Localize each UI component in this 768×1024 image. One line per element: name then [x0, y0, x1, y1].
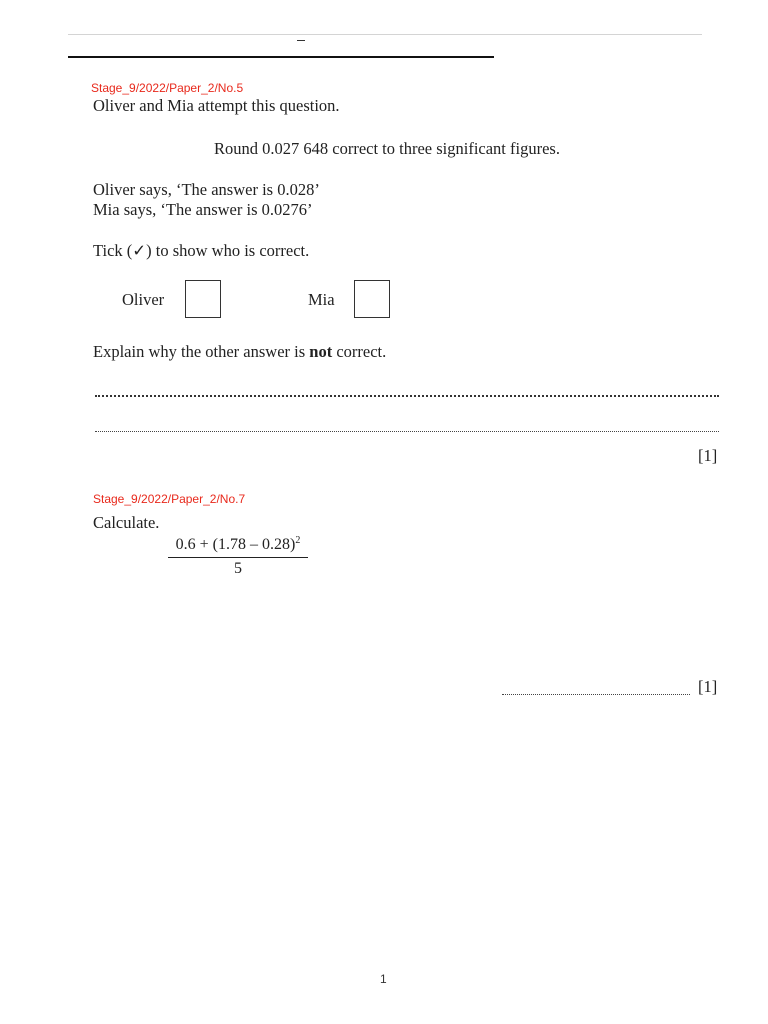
header-top-rule: [68, 34, 702, 35]
q7-fraction: [168, 536, 308, 578]
fraction-bar: [168, 557, 308, 558]
oliver-tick-box[interactable]: [185, 280, 221, 318]
explain-bold: not: [309, 342, 333, 361]
q5-reference: Stage_9/2022/Paper_2/No.5: [91, 81, 244, 95]
q7-denominator: 5: [234, 560, 242, 577]
explain-pre: Explain why the other answer is: [93, 342, 310, 361]
check-icon: ✓: [132, 241, 147, 260]
q7-numerator: [168, 536, 308, 554]
q5-marks: [1]: [698, 446, 718, 465]
header-center-mark: [297, 40, 305, 41]
q7-answer-line[interactable]: [502, 694, 690, 695]
option-oliver-label: Oliver: [122, 290, 165, 309]
tick-instruction-post: ) to show who is correct.: [146, 241, 310, 260]
q5-task: Round 0.027 648 correct to three significant figures.: [214, 139, 560, 158]
q5-answer-line-1[interactable]: [95, 395, 719, 397]
q5-tick-instruction: [93, 241, 309, 261]
numerator-base: 0.6 + (1.78 – 0.28): [175, 536, 296, 553]
mia-tick-box[interactable]: [354, 280, 390, 318]
option-mia-label: Mia: [308, 290, 335, 309]
header-bottom-rule: [68, 56, 494, 58]
q5-explain-instruction: [93, 342, 386, 362]
q5-intro: Oliver and Mia attempt this question.: [93, 96, 340, 115]
explain-post: correct.: [332, 342, 387, 361]
page-number: 1: [380, 972, 387, 986]
q7-instruction: Calculate.: [93, 513, 160, 532]
q5-mia-statement: Mia says, ‘The answer is 0.0276’: [93, 200, 313, 219]
q7-reference: Stage_9/2022/Paper_2/No.7: [93, 492, 246, 506]
q5-oliver-statement: Oliver says, ‘The answer is 0.028’: [93, 180, 320, 199]
q5-answer-line-2[interactable]: [95, 431, 719, 432]
q7-marks: [1]: [698, 677, 718, 696]
tick-instruction-pre: Tick (: [93, 241, 133, 260]
numerator-exponent: 2: [295, 535, 301, 546]
